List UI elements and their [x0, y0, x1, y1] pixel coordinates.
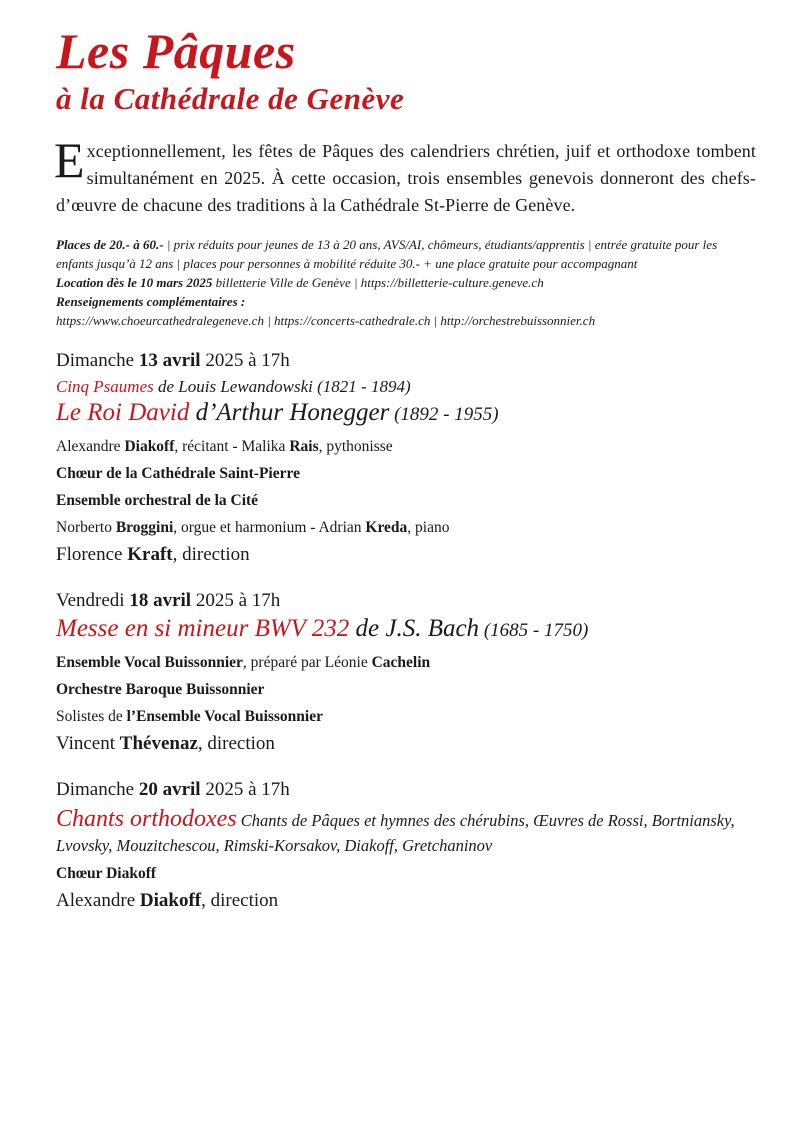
page-subtitle: à la Cathédrale de Genève: [56, 81, 405, 116]
performer-line: [56, 433, 756, 460]
event-main-work: [56, 614, 756, 646]
soloists-line: [56, 514, 756, 541]
text-span: , direction: [201, 890, 279, 911]
text-span: Norberto: [56, 519, 116, 536]
text-span: Thévenaz: [119, 733, 198, 754]
event-date: [56, 348, 756, 374]
text-span: Cachelin: [371, 654, 431, 671]
conductor-line: [56, 887, 756, 914]
text-span: Kreda: [365, 519, 408, 536]
text-span: Vendredi: [56, 590, 125, 611]
text-span: Solistes de: [56, 708, 127, 725]
text-span: , piano: [407, 519, 450, 536]
soloists-line: [56, 703, 756, 730]
prices-line: [56, 235, 756, 273]
text-span: de Louis Lewandowski (1821 - 1894): [153, 377, 411, 396]
text-span: Cinq Psaumes: [56, 377, 154, 396]
text-span: Chants de Pâques et hymnes des chérubins, Œuvres de Rossi, Bortniansky, Lvovsky, Mouzitchescou, Rimski-Korsakov, Diakoff, Gretchaninov: [56, 811, 735, 855]
text-span: 20 avril: [138, 779, 201, 800]
ticket-info: [56, 235, 756, 330]
text-span: d’Arthur Honegger: [189, 399, 390, 426]
text-span: Ensemble Vocal Buissonnier: [56, 654, 243, 671]
choir-line: [56, 460, 756, 487]
text-span: Alexandre: [56, 438, 125, 455]
text-span: Rais: [289, 438, 319, 455]
text-span: Chœur de la Cathédrale Saint-Pierre: [56, 465, 300, 482]
event-main-work: [56, 398, 756, 430]
conductor-line: [56, 730, 756, 757]
text-span: , récitant - Malika: [174, 438, 290, 455]
text-span: Diakoff: [139, 890, 202, 911]
intro-text: xceptionnellement, les fêtes de Pâques des calendriers chrétien, juif et orthodoxe tombent simultanément en 2025. À cette occasion, trois ensembles genevois donneront des chefs-d’œuvre de chacune des traditions à la Cathédrale St-Pierre de Genève.: [56, 141, 756, 215]
intro-paragraph: [54, 132, 756, 219]
text-span: 2025 à 17h: [205, 779, 290, 800]
event-13-april: [56, 348, 756, 568]
event-date: [56, 777, 756, 803]
text-span: l’Ensemble Vocal Buissonnier: [126, 708, 323, 725]
text-span: (1685 - 1750): [479, 620, 589, 641]
text-span: 18 avril: [129, 590, 192, 611]
text-span: , direction: [172, 544, 250, 565]
text-span: 13 avril: [138, 350, 201, 371]
more-info-label: [56, 292, 756, 311]
orchestra-line: [56, 676, 756, 703]
text-span: 2025 à 17h: [205, 350, 290, 371]
website-links[interactable]: https://www.choeurcathedralegeneve.ch | https://concerts-cathedrale.ch | http://orchestrebuissonnier.ch: [56, 313, 596, 328]
text-span: Ensemble orchestral de la Cité: [56, 492, 259, 509]
text-span: Messe en si mineur BWV 232: [56, 615, 350, 642]
choir-line: [56, 860, 756, 887]
booking-details[interactable]: billetterie Ville de Genève | https://billetterie-culture.geneve.ch: [212, 275, 544, 290]
text-span: Diakoff: [124, 438, 175, 455]
event-main-work: [56, 807, 756, 858]
text-span: , direction: [197, 733, 275, 754]
booking-label: Location dès le 10 mars 2025: [56, 275, 213, 290]
text-span: Alexandre: [56, 890, 140, 911]
text-span: Dimanche: [56, 350, 135, 371]
text-span: Le Roi David: [56, 399, 190, 426]
choir-line: [56, 649, 756, 676]
text-span: , pythonisse: [318, 438, 393, 455]
drop-cap: E: [54, 132, 85, 188]
event-date: [56, 588, 756, 614]
text-span: Kraft: [127, 544, 173, 565]
prices-label: Places de 20.- à 60.-: [56, 237, 164, 252]
text-span: Chœur Diakoff: [56, 865, 157, 882]
event-20-april: [56, 777, 756, 914]
booking-line: [56, 273, 756, 292]
orchestra-line: [56, 487, 756, 514]
event-18-april: [56, 588, 756, 757]
text-span: , préparé par Léonie: [242, 654, 372, 671]
text-span: Dimanche: [56, 779, 135, 800]
prices-details: | prix réduits pour jeunes de 13 à 20 ans, AVS/AI, chômeurs, étudiants/apprentis | entrée gratuite pour les enfants jusqu’à 12 ans | places pour personnes à mobilité réduite 30.- + une place gratuite pour accompagnant: [56, 237, 718, 271]
text-span: 2025 à 17h: [195, 590, 281, 611]
text-span: (1892 - 1955): [389, 404, 499, 425]
text-span: Renseignements complémentaires :: [56, 294, 246, 309]
text-span: Orchestre Baroque Buissonnier: [56, 681, 265, 698]
text-span: Broggini: [115, 519, 174, 536]
text-span: de J.S. Bach: [349, 615, 480, 642]
page: [56, 22, 756, 934]
page-title: Les Pâques: [56, 23, 296, 79]
text-span: Vincent: [56, 733, 120, 754]
text-span: Chants orthodoxes: [56, 806, 237, 832]
text-span: Florence: [56, 544, 128, 565]
text-span: , orgue et harmonium - Adrian: [173, 519, 366, 536]
conductor-line: [56, 541, 756, 568]
event-secondary-work: [56, 376, 756, 398]
